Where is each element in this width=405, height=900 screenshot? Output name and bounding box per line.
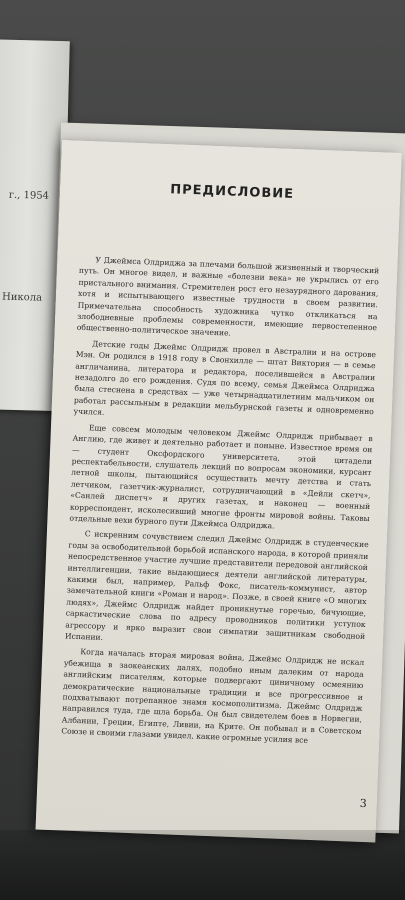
bottom-shadow [0, 830, 405, 900]
paragraph-5: Когда началась вторая мировая война, Джеймс Олдридж не искал убежища в заокеанских далях, подобно иным далеким от народа английским писателям, которые подвергают циничному осмеянию демократические национальные традиции и все прогрессивное и подхватывают потрепанное знамя космополитизма. Джеймс Олдридж направился туда, где шла борьба. Он был свидетелем боев в Норвегии, Албании, Греции, Египте, Ливии, на Крите. Он побывал и в Советском Союзе и своими глазами увидел, какие огромные усилия все [61, 647, 365, 746]
page-content [61, 161, 383, 753]
paragraph-1: У Джеймса Олдриджа за плечами большой жизненный и творческий путь. Он многое видел, и важные «болезни века» не укрылись от его пристального внимания. Стремителен рост его незаурядного дарования, хотя и испытывающего известные трудности в своем развитии. Примечательна способность художника чутко откликаться на злободневные проблемы современности, имеющие первостепенное общественно-политическое значение. [76, 255, 380, 339]
book-page [36, 140, 402, 843]
paragraph-3: Еще совсем молодым человеком Джеймс Олдридж прибывает в Англию, где живет и деятельно работает и поныне. Известное время он — студент Оксфордского университета, этой цитадели респектабельности, слушатель лекций по вопросам экономики, курсант летной школы, пытающийся осуществить мечту детства и стать летчиком, газетчик-журналист, сотрудничающий в «Дейли скетч», «Санлей диспетч» и других газетах, и наконец — военный корреспондент, исколесивший многие фронты мировой войны. Таковы отдельные вехи бурного пути Джеймса Олдриджа. [69, 422, 373, 531]
left-page-fragment-bottom: Никола [1, 291, 43, 304]
paragraph-4: С искренним сочувствием следил Джеймс Олдридж в студенческие годы за освободительной борьбой испанского народа, в которой приняли непосредственное участие лучшие представители передовой английской интеллигенции, такие выдающиеся деятели английской литературы, какими был, например, Ральф Фокс, писатель-коммунист, автор замечательной книги «Роман и народ». Позже, в своей книге «О многих людях», Джеймс Олдридж найдет проникнутые горечью, бичующие, саркастические слова по адресу проводников политики уступок агрессору и ярко выразит свои симпатии защитникам свободной Испании. [64, 529, 369, 642]
left-page-fragment-top: г., 1954 [8, 189, 50, 202]
paragraph-2: Детские годы Джеймс Олдридж провел в Австралии и на острове Мэн. Он родился в 1918 году в Свонхилле — штат Виктория — в семье англичанина, литератора и редактора, поселившейся в Австралии незадолго до его рождения. Судя по всему, семья Джеймса Олдриджа была стеснена в средствах — уже четырнадцатилетним мальчиком он работал рассыльным в редакции мельбурнской газеты и одновременно учился. [73, 339, 377, 418]
page-number: 3 [359, 796, 367, 811]
page-heading: ПРЕДИСЛОВИЕ [169, 182, 295, 202]
